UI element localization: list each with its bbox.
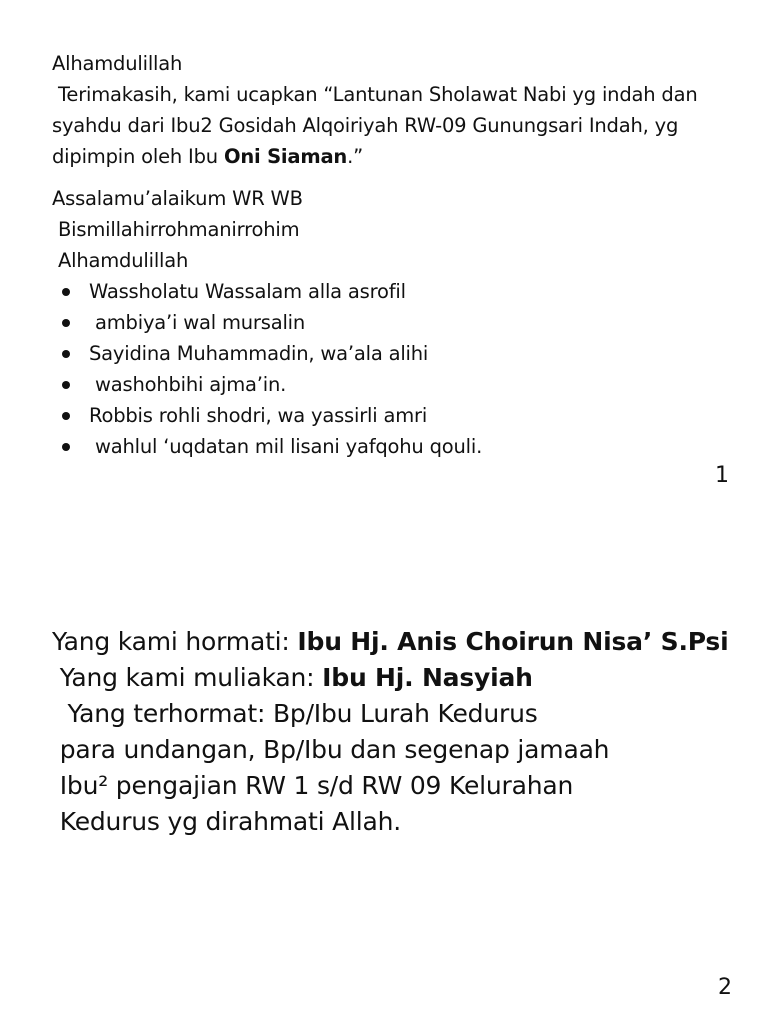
list-item bbox=[52, 431, 752, 462]
honorific-label: Yang kami muliakan: bbox=[52, 663, 323, 692]
page-number: 2 bbox=[718, 975, 732, 1000]
intro-paragraph bbox=[52, 48, 752, 172]
honorific-line bbox=[52, 660, 752, 696]
intro-line: Alhamdulillah bbox=[52, 52, 183, 75]
honorific-line: para undangan, Bp/Ibu dan segenap jamaah bbox=[52, 735, 610, 764]
intro-text: .” bbox=[347, 145, 364, 168]
intro-text: dipimpin oleh Ibu bbox=[52, 145, 224, 168]
list-item-text: Wassholatu Wassalam alla asrofil bbox=[89, 280, 406, 303]
list-item bbox=[52, 400, 752, 431]
greeting-line: Bismillahirrohmanirrohim bbox=[52, 218, 300, 241]
list-item bbox=[52, 307, 752, 338]
intro-line bbox=[52, 141, 752, 172]
bullet-icon bbox=[62, 350, 70, 358]
greeting-line: Assalamu’alaikum WR WB bbox=[52, 187, 303, 210]
honorifics-section bbox=[52, 624, 752, 840]
honorific-label: Yang kami hormati: bbox=[52, 627, 298, 656]
list-item-text: Robbis rohli shodri, wa yassirli amri bbox=[89, 404, 428, 427]
honorific-line: Yang terhormat: Bp/Ibu Lurah Kedurus bbox=[52, 699, 538, 728]
honorific-line: Ibu² pengajian RW 1 s/d RW 09 Kelurahan bbox=[52, 771, 574, 800]
bullet-icon bbox=[62, 412, 70, 420]
honorific-line bbox=[52, 624, 752, 660]
honorific-line: Kedurus yg dirahmati Allah. bbox=[52, 807, 402, 836]
list-item-text: Sayidina Muhammadin, wa’ala alihi bbox=[89, 342, 429, 365]
intro-line: Terimakasih, kami ucapkan “Lantunan Sholawat Nabi yg indah dan bbox=[52, 83, 698, 106]
greeting-section bbox=[52, 183, 752, 462]
honorific-name: Ibu Hj. Anis Choirun Nisa’ S.Psi bbox=[297, 627, 729, 656]
page-2 bbox=[0, 512, 768, 1024]
list-item-text: ambiya’i wal mursalin bbox=[89, 311, 306, 334]
leader-name: Oni Siaman bbox=[223, 145, 348, 168]
page-number: 1 bbox=[715, 463, 729, 488]
intro-line: syahdu dari Ibu2 Gosidah Alqoiriyah RW-09 Gunungsari Indah, yg bbox=[52, 114, 679, 137]
list-item bbox=[52, 338, 752, 369]
list-item bbox=[52, 276, 752, 307]
sholawat-list bbox=[52, 276, 752, 462]
list-item-text: wahlul ‘uqdatan mil lisani yafqohu qouli. bbox=[89, 435, 483, 458]
bullet-icon bbox=[62, 288, 70, 296]
list-item-text: washohbihi ajma’in. bbox=[89, 373, 287, 396]
bullet-icon bbox=[62, 319, 70, 327]
bullet-icon bbox=[62, 443, 70, 451]
honorific-name: Ibu Hj. Nasyiah bbox=[322, 663, 533, 692]
greeting-line: Alhamdulillah bbox=[52, 249, 189, 272]
list-item bbox=[52, 369, 752, 400]
bullet-icon bbox=[62, 381, 70, 389]
